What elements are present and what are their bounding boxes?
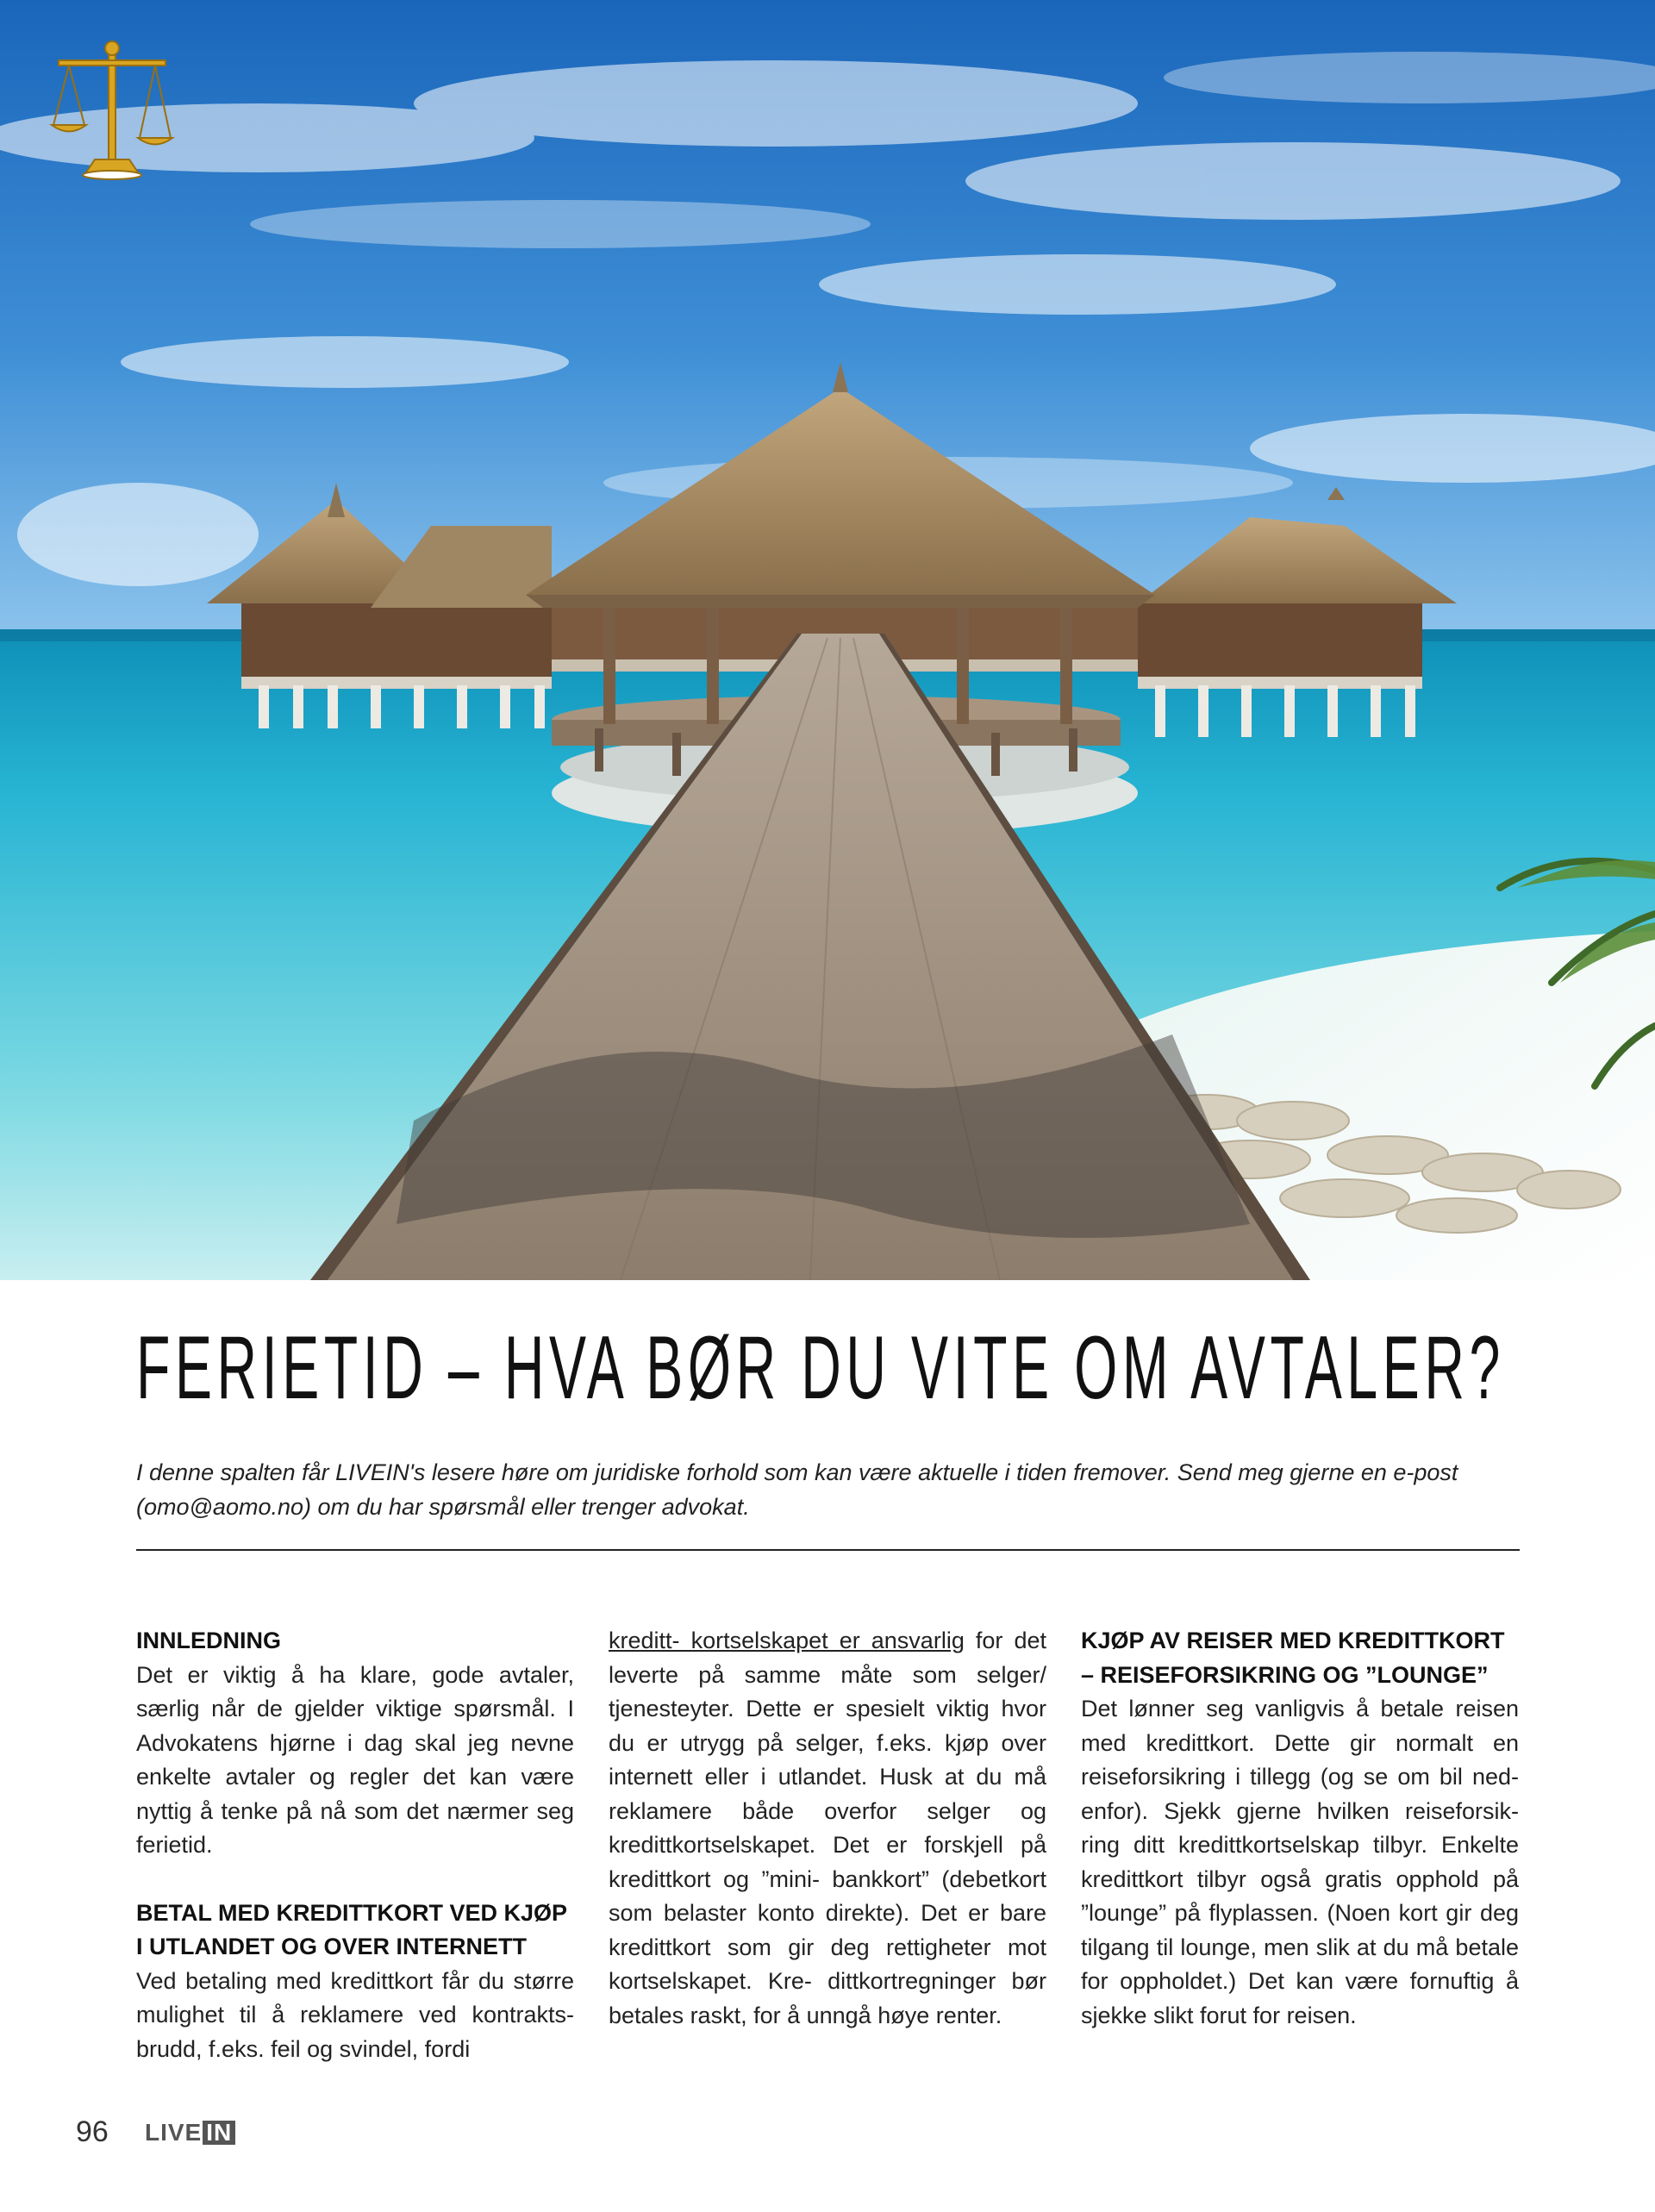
- section-text-innledning: Det er viktig å ha klare, gode avtaler, særlig når de gjelder viktige spørsmål. I Advokatens hjørne i dag skal jeg nevne enkelte avtaler og regler det kan være nyttig å tenke på nå som det nærmer seg ferietid.: [136, 1661, 574, 1858]
- divider-rule: [136, 1549, 1520, 1551]
- livein-logo: [145, 2120, 235, 2146]
- section-text-kredittkort-part2: [609, 1624, 1046, 2033]
- inline-link-ansvarlig[interactable]: kreditt- kortselskapet er ansvarlig: [609, 1628, 965, 1653]
- section-text-kredittkort-part1: Ved betaling med kredittkort får du større mulighet til å reklamere ved kontrakts- brudd, f.eks. feil og svindel, fordi: [136, 1967, 574, 2062]
- section-text-reiser: Det lønner seg vanligvis å betale reisen med kredittkort. Dette gir normalt en reiseforsikring i tillegg (og se om bil ned- enfor). Sjekk gjerne hvilken reiseforsik- ring ditt kredittkortselskap tilbyr. Enkelte kredittkort tilbyr også gratis opphold på ”lounge” på flyplassen. (Noen kort gir deg tilgang til lounge, men slik at du må betale for oppholdet.) Det kan være fornuftig å sjekke slikt forut for reisen.: [1081, 1696, 1519, 2028]
- article-title: FERIETID – HVA BØR DU VITE OM AVTALER?: [136, 1318, 1505, 1418]
- section-text-kredittkort-part3: for det leverte på samme måte som selger/ tjenesteyter. Dette er spesielt viktig hvor du er utrygg på selger, f.eks. kjøp over internett eller i utlandet. Husk at du må reklamere både overfor selger og kredittkortselskapet. Det er forskjell på kredittkort og ”mini- bankkort” (debetkort som belaster konto direkte). Det er bare kredittkort som gir deg rettigheter mot kortselskapet. Kre- dittkortregninger bør betales raskt, for å unngå høye renter.: [609, 1628, 1047, 2028]
- article-intro: I denne spalten får LIVEIN's lesere høre om juridiske forhold som kan være aktuelle i tiden fremover. Send meg gjerne en e-post (omo@aomo.no) om du har spørsmål eller trenger advokat.: [136, 1459, 1458, 1520]
- column-3: [1081, 1624, 1519, 2033]
- logo-live-text: LIVE: [145, 2119, 203, 2146]
- section-heading-innledning: INNLEDNING: [136, 1628, 281, 1653]
- page-number: 96: [76, 2115, 109, 2148]
- column-2: [609, 1624, 1046, 2033]
- section-heading-kredittkort: BETAL MED KREDITTKORT VED KJØP I UTLANDET OG OVER INTERNETT: [136, 1899, 567, 1959]
- logo-in-text: IN: [203, 2121, 235, 2145]
- scales-of-justice-icon: [43, 34, 181, 181]
- section-heading-reiser: KJØP AV REISER MED KREDITTKORT – REISEFORSIKRING OG ”LOUNGE”: [1081, 1628, 1505, 1688]
- column-1: [136, 1624, 574, 2066]
